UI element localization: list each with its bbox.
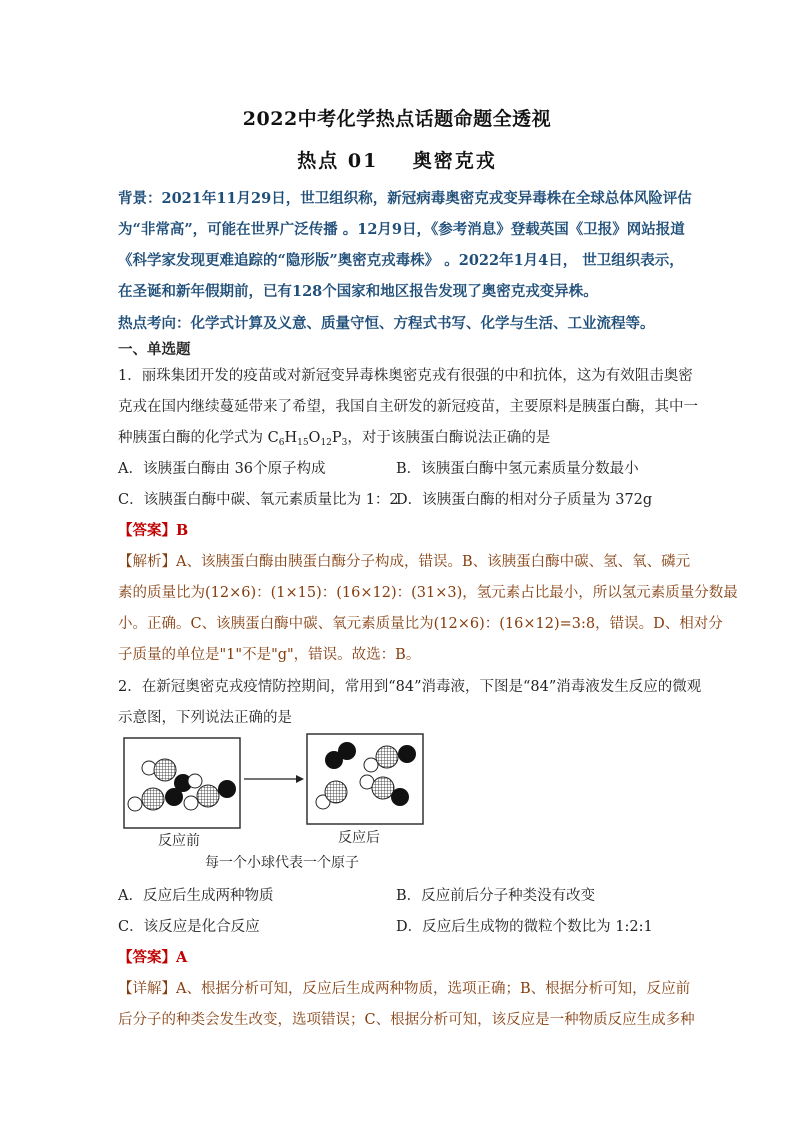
formula-element: P — [331, 430, 342, 446]
background-line-2: 为“非常高”，可能在世界广泛传播 。12月9日，《参考消息》登载英国《卫报》网站报道 — [118, 221, 685, 238]
q1-explanation-line-3: 小。正确。C、该胰蛋白酶中碳、氧元素质量比为(12×6)：(16×12)=3:8，错误。D、相对分 — [118, 616, 723, 632]
q2-option-b: B．反应前后分子种类没有改变 — [396, 888, 596, 904]
q1-option-a: A．该胰蛋白酶由 36个原子构成 — [118, 461, 326, 477]
q2-text-line-2: 示意图，下列说法正确的是 — [118, 710, 292, 726]
q1-answer: 【答案】B — [118, 522, 189, 539]
caption-after: 反应后 — [338, 830, 380, 846]
formula-sub: 6 — [278, 438, 285, 448]
formula-sub: 12 — [320, 438, 332, 448]
q2-option-c: C．该反应是化合反应 — [118, 919, 260, 935]
q2-explanation-line-2: 后分子的种类会发生改变，选项错误；C、根据分析可知，该反应是一种物质反应生成多种 — [118, 1012, 695, 1028]
q1-explanation-line-4: 子质量的单位是"1"不是"g"，错误。故选：B。 — [118, 647, 421, 663]
q1-text-post: ，对于该胰蛋白酶说法正确的是 — [347, 430, 551, 446]
q1-text-line-1: 1．丽珠集团开发的疫苗或对新冠变异毒株奥密克戎有很强的中和抗体，这为有效阻击奥密 — [118, 368, 693, 384]
q1-option-c: C．该胰蛋白酶中碳、氧元素质量比为 1：2 — [118, 492, 399, 508]
hotspot-subtitle: 热点 01 奥密克戎 — [297, 150, 497, 172]
background-line-3: 《科学家发现更难追踪的“隐形版”奥密克戎毒株》 。2022年1月4日， 世卫组织表示， — [118, 252, 684, 269]
q2-option-a: A．反应后生成两种物质 — [118, 888, 274, 904]
q1-text-line-2: 克戎在国内继续蔓延带来了希望，我国自主研发的新冠疫苗，主要原料是胰蛋白酶，其中一 — [118, 399, 698, 415]
background-line-4: 在圣诞和新年假期前，已有128个国家和地区报告发现了奥密克戎变异株。 — [118, 283, 598, 300]
formula-element: H — [284, 430, 298, 446]
q1-option-b: B．该胰蛋白酶中氢元素质量分数最小 — [396, 461, 639, 477]
q1-explanation-line-1: 【解析】A、该胰蛋白酶由胰蛋白酶分子构成，错误。B、该胰蛋白酶中碳、氢、氧、磷元 — [118, 554, 691, 570]
background-line-1: 背景：2021年11月29日，世卫组织称，新冠病毒奥密克戎变异毒株在全球总体风险评估 — [118, 190, 692, 207]
arrow-head — [296, 775, 304, 783]
q1-text-line-3 — [118, 426, 550, 448]
formula-sub: 3 — [341, 438, 348, 448]
q1-option-d: D．该胰蛋白酶的相对分子质量为 372g — [396, 492, 653, 508]
q2-option-d: D．反应后生成物的微粒个数比为 1:2:1 — [396, 919, 653, 935]
hot-topics-line: 热点考向：化学式计算及义意、质量守恒、方程式书写、化学与生活、工业流程等。 — [118, 315, 655, 332]
caption-note: 每一个小球代表一个原子 — [205, 855, 359, 871]
q2-answer: 【答案】A — [118, 949, 188, 966]
q2-text-line-1: 2．在新冠奥密克戎疫情防控期间，常用到“84”消毒液，下图是“84”消毒液发生反应的微观 — [118, 679, 702, 695]
section-heading: 一、单选题 — [118, 341, 191, 358]
q2-explanation-line-1: 【详解】A、根据分析可知，反应后生成两种物质，选项正确；B、根据分析可知，反应前 — [118, 981, 691, 997]
q1-explanation-line-2: 素的质量比为(12×6)：(1×15)：(16×12)：(31×3)，氢元素占比最小，所以氢元素质量分数最 — [118, 585, 738, 601]
formula-element: O — [308, 430, 321, 446]
formula-sub: 15 — [297, 438, 309, 448]
caption-before: 反应前 — [158, 833, 200, 849]
document-title: 2022中考化学热点话题命题全透视 — [242, 108, 552, 130]
q1-text-pre: 种胰蛋白酶的化学式为 C — [118, 430, 279, 446]
